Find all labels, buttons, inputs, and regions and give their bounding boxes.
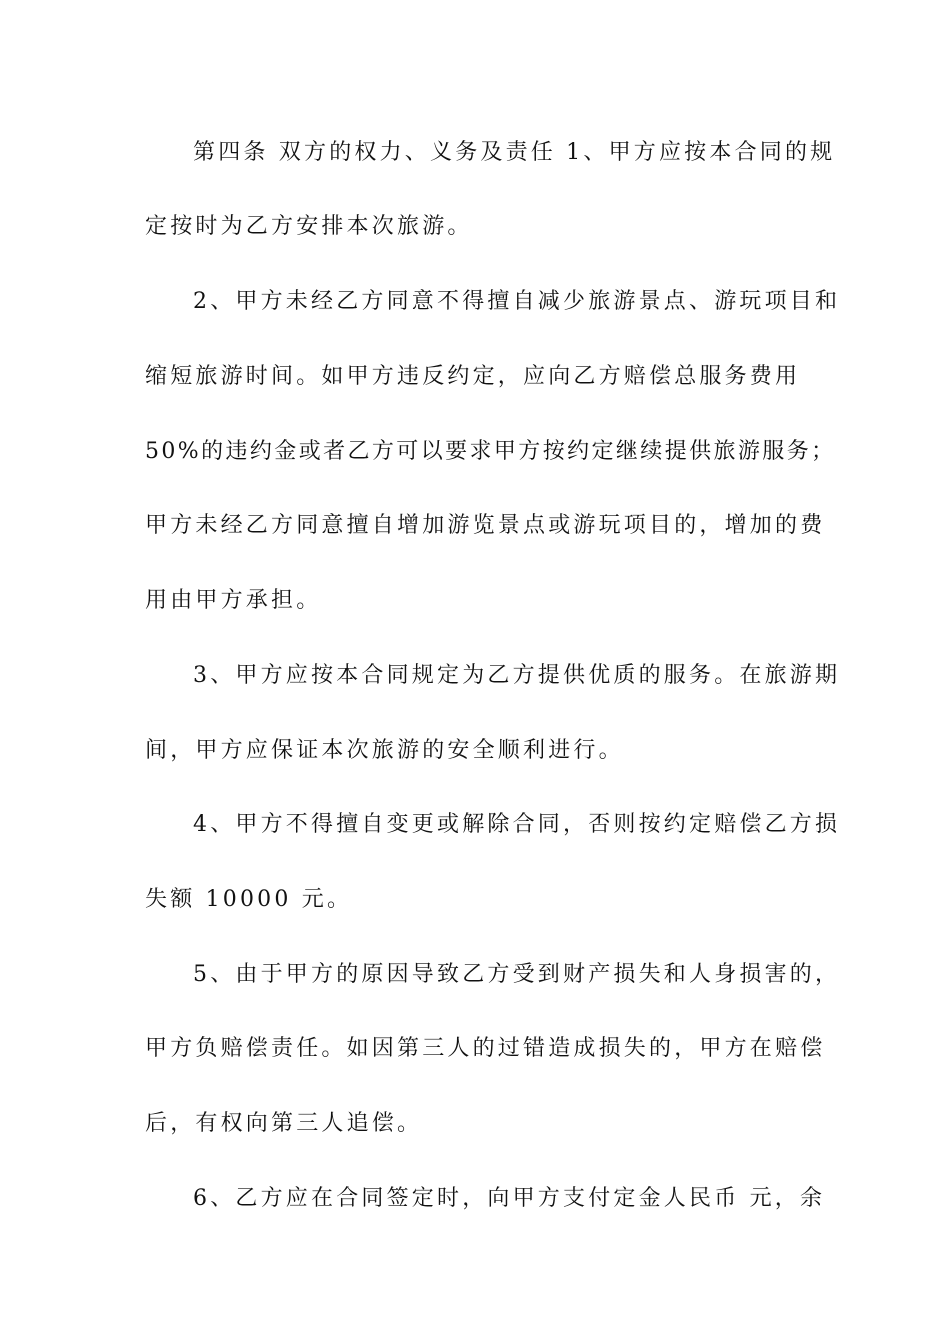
text-line: 失额 10000 元。 <box>145 887 353 912</box>
text-line: 2、甲方未经乙方同意不得擅自减少旅游景点、游玩项目和 <box>193 289 841 314</box>
text-line: 第四条 双方的权力、义务及责任 1、甲方应按本合同的规 <box>193 140 836 165</box>
text-line: 间，甲方应保证本次旅游的安全顺利进行。 <box>145 738 624 763</box>
text-line: 6、乙方应在合同签定时，向甲方支付定金人民币 元，余 <box>193 1186 826 1211</box>
text-line: 3、甲方应按本合同规定为乙方提供优质的服务。在旅游期 <box>193 663 841 688</box>
text-line: 缩短旅游时间。如甲方违反约定，应向乙方赔偿总服务费用 <box>145 364 801 389</box>
text-line: 定按时为乙方安排本次旅游。 <box>145 214 473 239</box>
text-line: 甲方负赔偿责任。如因第三人的过错造成损失的，甲方在赔偿 <box>145 1036 826 1061</box>
text-line: 50%的违约金或者乙方可以要求甲方按约定继续提供旅游服务； <box>145 439 836 464</box>
text-line: 甲方未经乙方同意擅自增加游览景点或游玩项目的，增加的费 <box>145 513 826 538</box>
text-line: 5、由于甲方的原因导致乙方受到财产损失和人身损害的， <box>193 962 841 987</box>
text-line: 后，有权向第三人追偿。 <box>145 1111 423 1136</box>
text-line: 4、甲方不得擅自变更或解除合同，否则按约定赔偿乙方损 <box>193 812 841 837</box>
text-line: 用由甲方承担。 <box>145 588 322 613</box>
